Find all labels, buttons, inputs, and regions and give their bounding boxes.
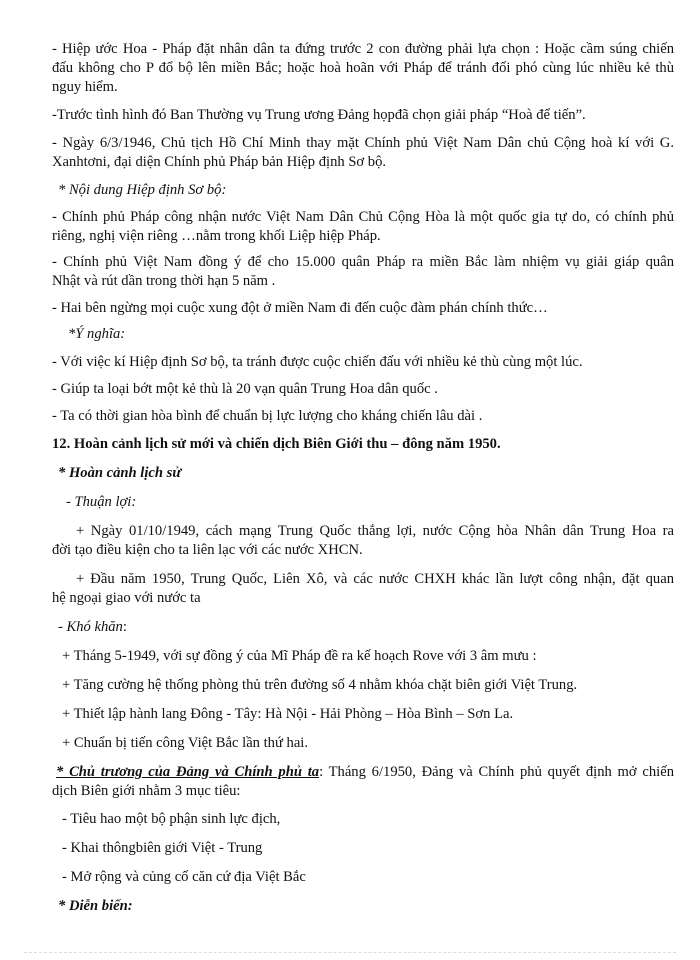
list-item: - Tiêu hao một bộ phận sinh lực địch, — [62, 811, 281, 827]
policy-line — [56, 763, 674, 782]
paragraph-line: - Ngày 6/3/1946, Chủ tịch Hồ Chí Minh thay mặt Chính phủ Việt Nam Dân chủ Cộng hoà kí với G. — [52, 135, 674, 151]
list-item: + Chuẩn bị tiến công Việt Bắc lần thứ hai. — [62, 735, 309, 751]
section-heading: * Nội dung Hiệp định Sơ bộ: — [58, 182, 227, 198]
difficulties-label: - Khó khăn — [58, 619, 123, 635]
list-item: + Đầu năm 1950, Trung Quốc, Liên Xô, và các nước CHXH khác lần lượt công nhận, đặt quan — [76, 571, 674, 587]
section-heading: * Hoàn cảnh lịch sử — [58, 465, 182, 481]
list-item: - Với việc kí Hiệp định Sơ bộ, ta tránh được cuộc chiến đấu với nhiều kẻ thù cùng một lúc. — [52, 354, 583, 370]
section-heading: *Ý nghĩa: — [68, 326, 126, 342]
policy-heading: * Chủ trương của Đảng và Chính phủ ta — [56, 764, 320, 780]
section-title: 12. Hoàn cảnh lịch sử mới và chiến dịch Biên Giới thu – đông năm 1950. — [52, 436, 501, 452]
list-item: - Hai bên ngừng mọi cuộc xung đột ở miền Nam đi đến cuộc đàm phán chính thức… — [52, 300, 548, 316]
policy-line: dịch Biên giới nhằm 3 mục tiêu: — [52, 783, 241, 799]
list-item: - Khai thôngbiên giới Việt - Trung — [62, 840, 263, 856]
list-item: + Tăng cường hệ thống phòng thủ trên đường số 4 nhằm khóa chặt biên giới Việt Trung. — [62, 677, 578, 693]
list-item: - Giúp ta loại bớt một kẻ thù là 20 vạn quân Trung Hoa dân quốc . — [52, 381, 438, 397]
paragraph-line: -Trước tình hình đó Ban Thường vụ Trung ương Đảng họpđã chọn giải pháp “Hoà để tiến”. — [52, 107, 586, 123]
list-item: + Tháng 5-1949, với sự đồng ý của Mĩ Pháp đề ra kế hoạch Rove với 3 âm mưu : — [62, 648, 537, 664]
section-heading: * Diễn biến: — [58, 898, 133, 914]
list-item: - Mở rộng và củng cố căn cứ địa Việt Bắc — [62, 869, 306, 885]
subsection-heading: - Thuận lợi: — [66, 494, 137, 510]
policy-text: : Tháng 6/1950, Đảng và Chính phủ quyết định mở chiến — [319, 764, 674, 780]
list-item: đời tạo điều kiện cho ta liên lạc với các nước XHCN. — [52, 542, 363, 558]
list-item: Nhật và rút dần trong thời hạn 5 năm . — [52, 273, 276, 289]
paragraph-line: - Hiệp ước Hoa - Pháp đặt nhân dân ta đứng trước 2 con đường phải lựa chọn : Hoặc cầm súng chiến — [52, 41, 674, 57]
paragraph-line: nguy hiểm. — [52, 79, 118, 95]
paragraph-line: đấu không cho P đổ bộ lên miền Bắc; hoặc hoà hoãn với Pháp để tránh đối phó cùng lúc nhiều kẻ thù — [52, 60, 674, 76]
list-item: - Ta có thời gian hòa bình để chuẩn bị lực lượng cho kháng chiến lâu dài . — [52, 408, 483, 424]
difficulties-colon: : — [122, 619, 127, 635]
list-item: - Chính phủ Pháp công nhận nước Việt Nam Dân Chủ Cộng Hòa là một quốc gia tự do, có chính phủ — [52, 209, 674, 225]
page-bottom-divider — [24, 952, 676, 953]
paragraph-line: Xanhtơni, đại diện Chính phủ Pháp bản Hiệp định Sơ bộ. — [52, 154, 387, 170]
list-item: riêng, nghị viện riêng …nằm trong khối Liệp hiệp Pháp. — [52, 228, 381, 244]
subsection-heading — [58, 618, 680, 637]
list-item: + Ngày 01/10/1949, cách mạng Trung Quốc thắng lợi, nước Cộng hòa Nhân dân Trung Hoa ra — [76, 523, 674, 539]
list-item: - Chính phủ Việt Nam đồng ý để cho 15.000 quân Pháp ra miền Bắc làm nhiệm vụ giải giáp quân — [52, 254, 674, 270]
list-item: hệ ngoại giao với nước ta — [52, 590, 201, 606]
list-item: + Thiết lập hành lang Đông - Tây: Hà Nội - Hải Phòng – Hòa Bình – Sơn La. — [62, 706, 514, 722]
